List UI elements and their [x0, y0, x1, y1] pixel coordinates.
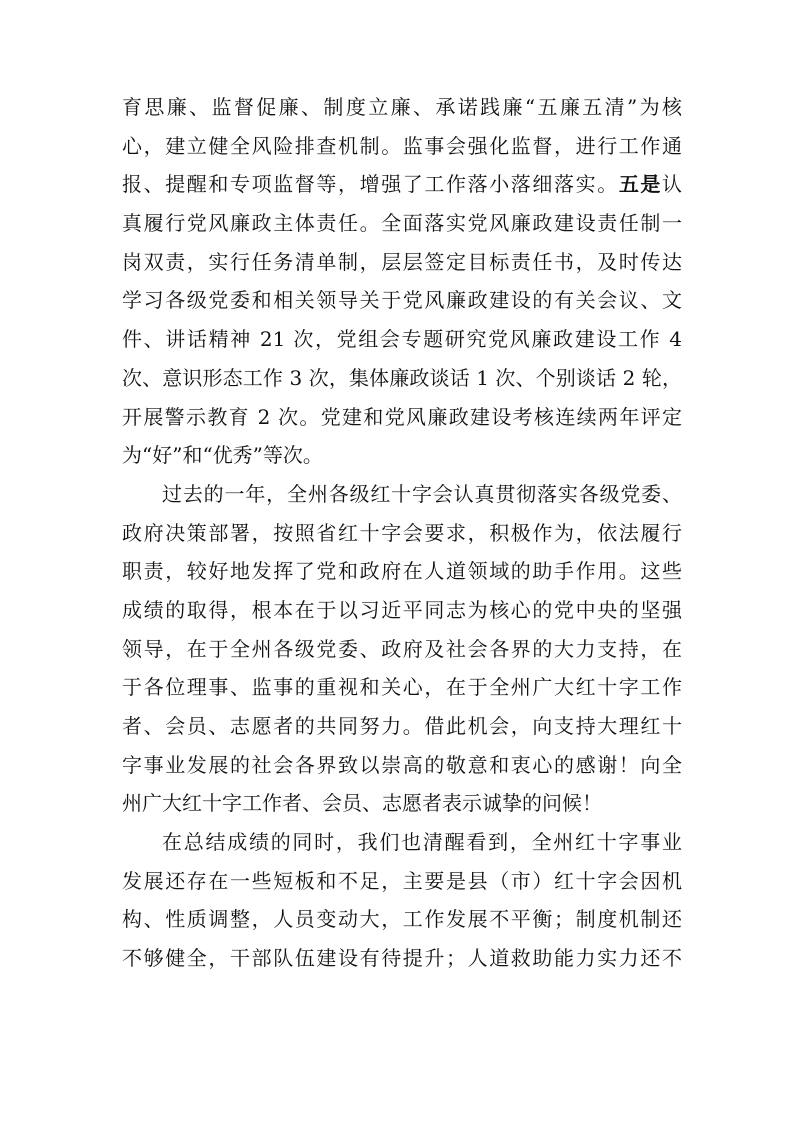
text-line: 不够健全，干部队伍建设有待提升；人道救助能力实力还不 [122, 946, 682, 971]
text-line: 字事业发展的社会各界致以崇高的敬意和衷心的感谢！向全 [122, 752, 682, 777]
text-line: 职责，较好地发挥了党和政府在人道领域的助手作用。这些 [122, 559, 682, 584]
text-line: 报、提醒和专项监督等，增强了工作落小落细落实。五是认 [122, 172, 683, 197]
text-line: 开展警示教育 2 次。党建和党风廉政建设考核连续两年评定 [122, 404, 682, 429]
paragraph-first-line: 过去的一年，全州各级红十字会认真贯彻落实各级党委、 [162, 481, 682, 506]
text-line: 于各位理事、监事的重视和关心，在于全州广大红十字工作 [122, 675, 682, 700]
text-line: 心，建立健全风险排查机制。监事会强化监督，进行工作通 [122, 133, 682, 158]
text-line: 发展还存在一些短板和不足，主要是县（市）红十字会因机 [122, 868, 682, 893]
text-line: 次、意识形态工作 3 次，集体廉政谈话 1 次、个别谈话 2 轮， [122, 365, 682, 390]
text-line: 岗双责，实行任务清单制，层层签定目标责任书，及时传达 [122, 249, 682, 274]
text-line: 为“好”和“优秀”等次。 [122, 443, 323, 468]
text-line: 件、讲话精神 21 次，党组会专题研究党风廉政建设工作 4 [122, 327, 682, 352]
text-line: 成绩的取得，根本在于以习近平同志为核心的党中央的坚强 [122, 597, 682, 622]
bold-marker-five: 五是 [618, 172, 663, 197]
text-line: 政府决策部署，按照省红十字会要求，积极作为，依法履行 [122, 520, 682, 545]
text-line: 真履行党风廉政主体责任。全面落实党风廉政建设责任制一 [122, 211, 682, 236]
body-text [122, 88, 682, 978]
paragraph-first-line: 在总结成绩的同时，我们也清醒看到，全州红十字事业 [162, 830, 682, 855]
text-line: 育思廉、监督促廉、制度立廉、承诺践廉“五廉五清”为核 [122, 95, 682, 119]
text-line: 领导，在于全州各级党委、政府及社会各界的大力支持，在 [122, 636, 682, 661]
text-line: 学习各级党委和相关领导关于党风廉政建设的有关会议、文 [122, 288, 682, 313]
text-line: 者、会员、志愿者的共同努力。借此机会，向支持大理红十 [122, 714, 682, 738]
text-line: 州广大红十字工作者、会员、志愿者表示诚挚的问候！ [122, 791, 602, 816]
text-line: 构、性质调整，人员变动大，工作发展不平衡；制度机制还 [122, 907, 682, 932]
